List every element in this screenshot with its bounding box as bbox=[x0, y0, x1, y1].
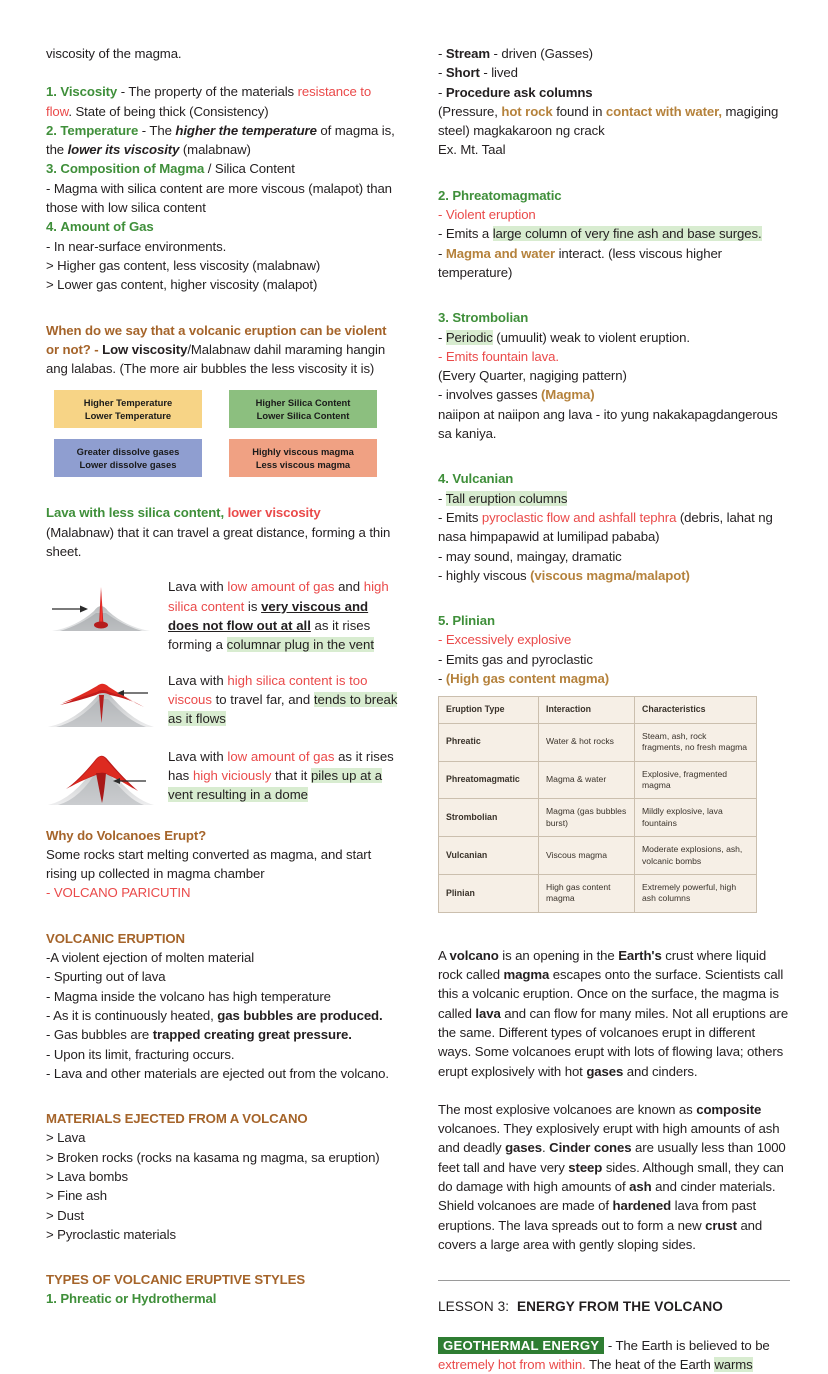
left-column bbox=[46, 44, 398, 1309]
geothermal-energy-line: GEOTHERMAL ENERGY - The Earth is believed to be extremely hot from within. The heat of the Earth warms bbox=[438, 1337, 770, 1372]
why-erupt-red-item: - VOLCANO PARICUTIN bbox=[46, 885, 191, 901]
cell-type: Phreatomagmatic bbox=[439, 761, 539, 799]
cell-type: Vulcanian bbox=[439, 837, 539, 875]
cell-interaction: Viscous magma bbox=[539, 837, 635, 875]
vulcanian-heading: 4. Vulcanian bbox=[438, 471, 514, 487]
box-silica bbox=[229, 390, 377, 428]
why-erupt-heading: Why do Volcanoes Erupt? bbox=[46, 827, 207, 843]
table-row bbox=[439, 874, 757, 912]
cell-characteristics: Moderate explosions, ash, volcanic bombs bbox=[635, 837, 757, 875]
box-dissolved-gases bbox=[54, 439, 202, 477]
intro-line: viscosity of the magma. bbox=[46, 46, 182, 61]
lesson-3-heading: LESSON 3: ENERGY FROM THE VOLCANO bbox=[438, 1299, 723, 1315]
geothermal-energy-badge: GEOTHERMAL ENERGY bbox=[438, 1337, 604, 1354]
paragraph-volcano-definition: A volcano is an opening in the Earth's crust where liquid rock called magma escapes onto the surface. Scientists call this a volcanic eruption. Once on the surface, the magma is called lava and can flow for many miles. Not all eruptions are the same. Different types of volcanoes erupt in different ways. Some volcanoes erupt with lots of flowing lava; others erupt explosively with hot gases and cinders. bbox=[438, 947, 789, 1079]
figure-caption-lava-dome: Lava with low amount of gas as it rises has high viciously that it piles up at a vent resulting in a dome bbox=[168, 748, 394, 803]
ve-line-5: - Gas bubbles are trapped creating great pressure. bbox=[46, 1027, 352, 1043]
material-item: > Dust bbox=[46, 1207, 84, 1223]
box-line-1: Higher Silica Content bbox=[255, 397, 351, 409]
figure-row-breaking-flow bbox=[46, 669, 398, 731]
factor-2: 2. Temperature - The higher the temperature of magma is, the lower its viscosity (malabnaw) bbox=[46, 122, 395, 158]
two-column-layout bbox=[46, 44, 790, 1374]
table-row bbox=[439, 761, 757, 799]
phreatomagmatic-line-2: - Emits a large column of very fine ash and base surges. bbox=[438, 226, 762, 242]
phreatic-line-2: - Short - lived bbox=[438, 65, 518, 81]
ve-line-3: - Magma inside the volcano has high temperature bbox=[46, 988, 331, 1004]
vulcanian-line-2: - Emits pyroclastic flow and ashfall tephra (debris, lahat ng nasa himpapawid at lumilipad pababa) bbox=[438, 509, 773, 545]
strombolian-line-1: - Periodic (umuulit) weak to violent eruption. bbox=[438, 329, 690, 345]
cell-interaction: Water & hot rocks bbox=[539, 723, 635, 761]
vulcanian-line-3: - may sound, maingay, dramatic bbox=[438, 548, 622, 564]
cell-type: Plinian bbox=[439, 874, 539, 912]
phreatic-line-5: Ex. Mt. Taal bbox=[438, 142, 506, 158]
factor-4-sub-2: > Higher gas content, less viscosity (malabnaw) bbox=[46, 257, 321, 273]
th-characteristics: Characteristics bbox=[635, 697, 757, 723]
cell-characteristics: Extremely powerful, high ash columns bbox=[635, 874, 757, 912]
box-line-2: Lower Silica Content bbox=[256, 410, 350, 422]
strombolian-line-5: naiipon at naiipon ang lava - ito yung nakakapagdangerous sa kaniya. bbox=[438, 406, 778, 442]
box-line-2: Lower dissolve gases bbox=[79, 459, 177, 471]
factor-3-sub: - Magma with silica content are more viscous (malapot) than those with low silica content bbox=[46, 180, 392, 216]
material-item: > Pyroclastic materials bbox=[46, 1226, 176, 1242]
property-box-grid bbox=[54, 390, 398, 477]
figure-caption-columnar-plug: Lava with low amount of gas and high silica content is very viscous and does not flow out at all as it rises forming a columnar plug in the vent bbox=[168, 579, 389, 653]
materials-heading: MATERIALS EJECTED FROM A VOLCANO bbox=[46, 1111, 308, 1127]
cell-characteristics: Explosive, fragmented magma bbox=[635, 761, 757, 799]
factor-1: 1. Viscosity - The property of the materials resistance to flow. State of being thick (Consistency) bbox=[46, 84, 372, 119]
table-row bbox=[439, 837, 757, 875]
plinian-line-2: - Emits gas and pyroclastic bbox=[438, 651, 593, 667]
box-line-1: Greater dissolve gases bbox=[76, 446, 180, 458]
phreatic-line-4: (Pressure, hot rock found in contact with water, magiging steel) magkakaroon ng crack bbox=[438, 103, 779, 139]
strombolian-line-3: (Every Quarter, nagiging pattern) bbox=[438, 368, 627, 384]
cell-type: Strombolian bbox=[439, 799, 539, 837]
figure-row-lava-dome bbox=[46, 745, 398, 807]
factor-3: 3. Composition of Magma / Silica Content bbox=[46, 161, 295, 177]
phreatic-line-1: - Stream - driven (Gasses) bbox=[438, 46, 593, 61]
ve-line-6: - Upon its limit, fracturing occurs. bbox=[46, 1046, 235, 1062]
cell-interaction: Magma & water bbox=[539, 761, 635, 799]
cell-characteristics: Mildly explosive, lava fountains bbox=[635, 799, 757, 837]
figure-row-columnar-plug bbox=[46, 575, 398, 654]
ve-line-1: -A violent ejection of molten material bbox=[46, 950, 255, 966]
table-header-row bbox=[439, 697, 757, 723]
ve-line-7: - Lava and other materials are ejected out from the volcano. bbox=[46, 1065, 389, 1081]
phreatomagmatic-heading: 2. Phreatomagmatic bbox=[438, 187, 562, 203]
why-erupt-body: Some rocks start melting converted as magma, and start rising up collected in magma chamber bbox=[46, 846, 372, 882]
box-line-1: Higher Temperature bbox=[83, 397, 173, 409]
ve-line-2: - Spurting out of lava bbox=[46, 969, 166, 985]
factor-4-sub-3: > Lower gas content, higher viscosity (malapot) bbox=[46, 277, 318, 293]
cell-interaction: High gas content magma bbox=[539, 874, 635, 912]
table-row bbox=[439, 799, 757, 837]
material-item: > Lava bbox=[46, 1130, 86, 1146]
plinian-heading: 5. Plinian bbox=[438, 613, 495, 629]
section-divider bbox=[438, 1280, 790, 1281]
phreatomagmatic-line-3: - Magma and water interact. (less viscous higher temperature) bbox=[438, 245, 722, 280]
figure-caption-breaking-flow: Lava with high silica content is too viscous to travel far, and tends to break as it flows bbox=[168, 672, 398, 727]
right-column bbox=[438, 44, 790, 1374]
phreatomagmatic-line-1: - Violent eruption bbox=[438, 207, 536, 223]
phreatic-line-3: - Procedure ask columns bbox=[438, 84, 593, 100]
box-line-1: Highly viscous magma bbox=[252, 446, 354, 458]
cell-interaction: Magma (gas bubbles burst) bbox=[539, 799, 635, 837]
strombolian-line-2: - Emits fountain lava. bbox=[438, 348, 559, 364]
breaking-lava-flow-diagram-icon bbox=[46, 669, 156, 731]
strombolian-line-4: - involves gasses (Magma) bbox=[438, 387, 595, 403]
box-line-2: Less viscous magma bbox=[255, 459, 351, 471]
lava-dome-diagram-icon bbox=[46, 745, 156, 807]
material-item: > Broken rocks (rocks na kasama ng magma, sa eruption) bbox=[46, 1149, 380, 1165]
violent-question: When do we say that a volcanic eruption can be violent or not? - Low viscosity/Malabnaw dahil maraming hangin ang lalabas. (The more air bubbles the less viscosity it is) bbox=[46, 322, 387, 377]
table-row bbox=[439, 723, 757, 761]
styles-item-1: 1. Phreatic or Hydrothermal bbox=[46, 1291, 217, 1307]
cell-type: Phreatic bbox=[439, 723, 539, 761]
ve-line-4: - As it is continuously heated, gas bubbles are produced. bbox=[46, 1007, 383, 1023]
lava-note-rest: (Malabnaw) that it can travel a great distance, forming a thin sheet. bbox=[46, 524, 391, 560]
styles-heading: TYPES OF VOLCANIC ERUPTIVE STYLES bbox=[46, 1272, 306, 1288]
factor-4-sub-1: - In near-surface environments. bbox=[46, 238, 227, 254]
columnar-plug-diagram-icon bbox=[46, 575, 156, 637]
cell-characteristics: Steam, ash, rock fragments, no fresh magma bbox=[635, 723, 757, 761]
box-temperature bbox=[54, 390, 202, 428]
vulcanian-line-1: - Tall eruption columns bbox=[438, 490, 568, 506]
strombolian-heading: 3. Strombolian bbox=[438, 310, 529, 326]
plinian-line-1: - Excessively explosive bbox=[438, 632, 572, 648]
eruption-types-table bbox=[438, 696, 757, 912]
box-line-2: Lower Temperature bbox=[84, 410, 172, 422]
plinian-line-3: - (High gas content magma) bbox=[438, 671, 610, 687]
volcanic-eruption-heading: VOLCANIC ERUPTION bbox=[46, 930, 185, 946]
vulcanian-line-4: - highly viscous (viscous magma/malapot) bbox=[438, 567, 690, 583]
factor-4: 4. Amount of Gas bbox=[46, 219, 154, 235]
material-item: > Lava bombs bbox=[46, 1168, 129, 1184]
paragraph-volcano-types: The most explosive volcanoes are known as composite volcanoes. They explosively erupt with high amounts of ash and deadly gases. Cinder cones are usually less than 1000 feet tall and have very steep sides. Although small, they can do damage with high amounts of ash and cinder materials. Shield volcanoes are made of hardened lava from past eruptions. The lava spreads out to form a new crust and covers a large area with gently sloping sides. bbox=[438, 1101, 786, 1252]
th-interaction: Interaction bbox=[539, 697, 635, 723]
lava-note: Lava with less silica content, lower viscosity bbox=[46, 505, 321, 521]
th-eruption-type: Eruption Type bbox=[439, 697, 539, 723]
box-viscous-magma bbox=[229, 439, 377, 477]
material-item: > Fine ash bbox=[46, 1188, 107, 1204]
